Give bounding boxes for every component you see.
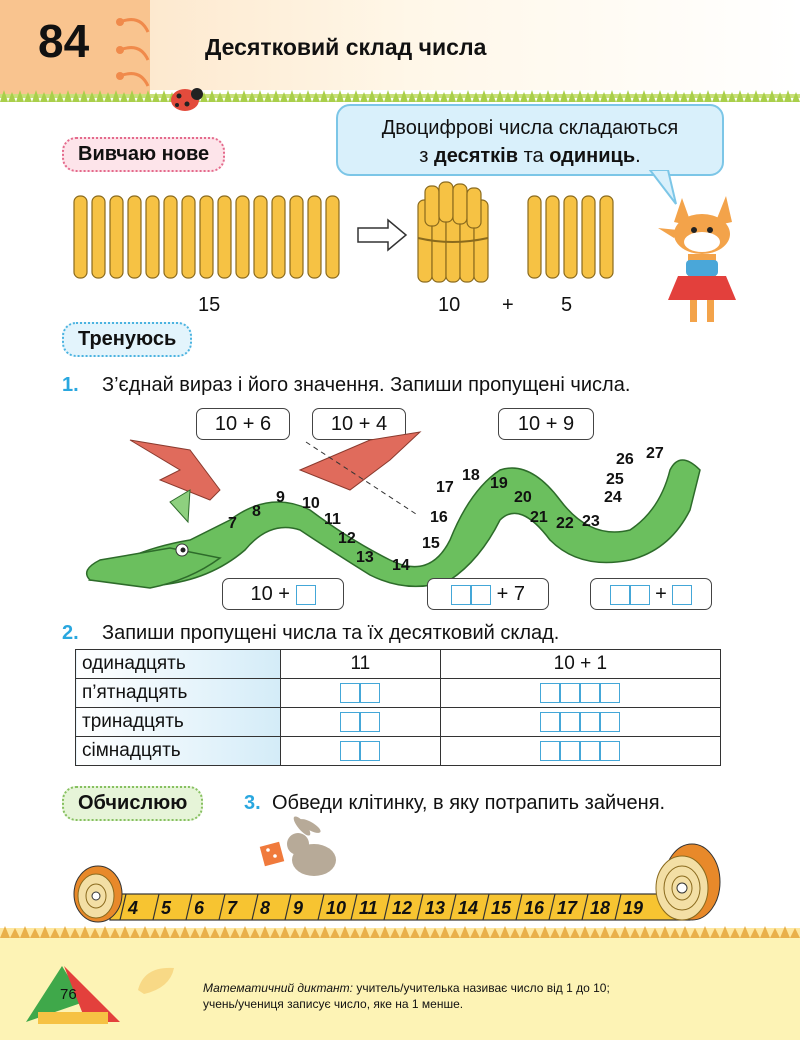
lesson-number: 84 [38,15,90,67]
dragon-number: 9 [276,489,285,506]
answer-cell[interactable] [296,585,316,605]
word-cell: тринадцять [76,708,281,737]
label-ten: 10 [438,294,461,316]
stick [236,196,249,278]
stick [546,196,559,278]
table-row [76,708,721,737]
stick [128,196,141,278]
dragon-number: 15 [422,535,440,552]
sticks-five [524,192,624,282]
dragon-number: 25 [606,471,624,488]
dragon-number: 22 [556,515,574,532]
table-row [76,679,721,708]
stick [110,196,123,278]
answer-cell[interactable] [630,585,650,605]
composition-answer[interactable] [440,679,720,708]
page-title: Десятковий склад числа [205,34,487,60]
expr-bottom-3-text: + [655,583,667,605]
arrow-right-icon [356,218,408,252]
dragon-number: 12 [338,530,356,547]
tape-cell[interactable]: 14 [458,898,479,918]
stick [582,196,595,278]
tape-cell[interactable]: 11 [359,898,378,918]
stick [218,196,231,278]
number-answer[interactable] [281,679,441,708]
stick [528,196,541,278]
ladybug-icon [165,80,205,114]
tape-cell[interactable]: 18 [590,898,611,918]
label-five: 5 [561,294,573,316]
dragon-number: 16 [430,509,448,526]
stick [564,196,577,278]
dictation-text: учитель/учителька називає число від 1 до 10; [352,981,610,995]
stick [326,196,339,278]
tape-cell[interactable]: 9 [293,898,304,918]
stick [308,196,321,278]
dragon-number: 14 [392,557,410,574]
dictation-label: Математичний диктант: [203,981,353,995]
composition-answer[interactable] [440,708,720,737]
tape-cell[interactable]: 12 [392,898,413,918]
dragon-number: 8 [252,503,261,520]
tape-cell[interactable]: 13 [425,898,446,918]
dictation-note [203,980,610,1012]
task3-text: Обведи клітинку, в яку потрапить зайченя. [272,792,666,814]
expr-top-1[interactable]: 10 + 6 [196,408,290,440]
number-cell: 11 [281,650,441,679]
tape-cell[interactable]: 7 [227,898,238,918]
page-number: 76 [60,986,77,1003]
dictation-text-line2: учень/учениця записує число, яке на 1 менше. [203,997,464,1011]
dragon-number: 26 [616,451,634,468]
table-row [76,650,721,679]
grass-border-bottom [0,924,800,938]
tape-cell[interactable]: 5 [161,898,172,918]
stick [182,196,195,278]
task3-number: 3. [244,792,261,814]
tape-cell[interactable]: 15 [491,898,512,918]
composition-answer[interactable] [440,737,720,766]
expr-bottom-1-text: 10 + [250,583,290,605]
dragon-number: 20 [514,489,532,506]
label-fifteen: 15 [198,294,221,316]
stick [92,196,105,278]
task2-text: Запиши пропущені числа та їх десятковий склад. [102,622,560,644]
task1-number: 1. [62,374,79,396]
dragon-number: 13 [356,549,374,566]
leaf-icon [134,960,184,1000]
dragon-number: 10 [302,495,320,512]
tag-compute: Обчислюю [62,786,203,821]
tape-cell[interactable]: 10 [326,898,347,918]
expr-bottom-3[interactable] [590,578,712,610]
dragon-number: 17 [436,479,454,496]
answer-cell[interactable] [610,585,630,605]
dragon-number: 27 [646,445,664,462]
answer-cell[interactable] [471,585,491,605]
word-cell: п’ятнадцять [76,679,281,708]
stick [290,196,303,278]
task2-number: 2. [62,622,79,644]
dragon-number: 23 [582,513,600,530]
table-row [76,737,721,766]
sticks-fifteen [70,192,350,282]
stick [74,196,87,278]
word-cell: сімнадцять [76,737,281,766]
tape-cell[interactable]: 8 [260,898,271,918]
bubble-line1: Двоцифрові числа складаються [381,117,679,139]
composition-table [75,649,721,766]
dragon-number: 19 [490,475,508,492]
tape-cell[interactable]: 16 [524,898,545,918]
expr-bottom-1[interactable] [222,578,344,610]
answer-cell[interactable] [672,585,692,605]
stick [164,196,177,278]
number-tape [70,836,730,932]
fox-character [652,188,752,328]
label-plus: + [502,294,514,316]
stick [600,196,613,278]
swirl-decoration [112,14,172,92]
speech-bubble [336,104,724,176]
tape-cell[interactable]: 19 [623,898,644,918]
grass-border-top [0,88,800,102]
word-cell: одинадцять [76,650,281,679]
answer-cell[interactable] [451,585,471,605]
tag-practice: Тренуюсь [62,322,192,357]
number-answer[interactable] [281,708,441,737]
dragon-number: 21 [530,509,548,526]
dragon-number: 24 [604,489,622,506]
expr-bottom-2[interactable] [427,578,549,610]
tape-cell[interactable]: 4 [128,898,139,918]
bubble-bold-tens: десятків [434,145,519,167]
stick [272,196,285,278]
bubble-line2: з десятків та одиниць. [419,145,641,167]
expr-bottom-2-text: + 7 [496,583,525,605]
stick [146,196,159,278]
expr-top-3[interactable]: 10 + 9 [498,408,594,440]
dragon-number: 7 [228,515,237,532]
stick-bundle [412,180,492,284]
tape-cell[interactable]: 6 [194,898,205,918]
tape-cell[interactable]: 17 [557,898,578,918]
expr-top-2[interactable]: 10 + 4 [312,408,406,440]
composition-cell: 10 + 1 [440,650,720,679]
tag-learn-new: Вивчаю нове [62,137,225,172]
dragon-number: 18 [462,467,480,484]
task1-text: З’єднай вираз і його значення. Запиши пропущені числа. [102,374,631,396]
dragon-number: 11 [324,511,341,528]
bubble-bold-ones: одиниць [549,145,636,167]
stick [200,196,213,278]
stick [254,196,267,278]
number-answer[interactable] [281,737,441,766]
